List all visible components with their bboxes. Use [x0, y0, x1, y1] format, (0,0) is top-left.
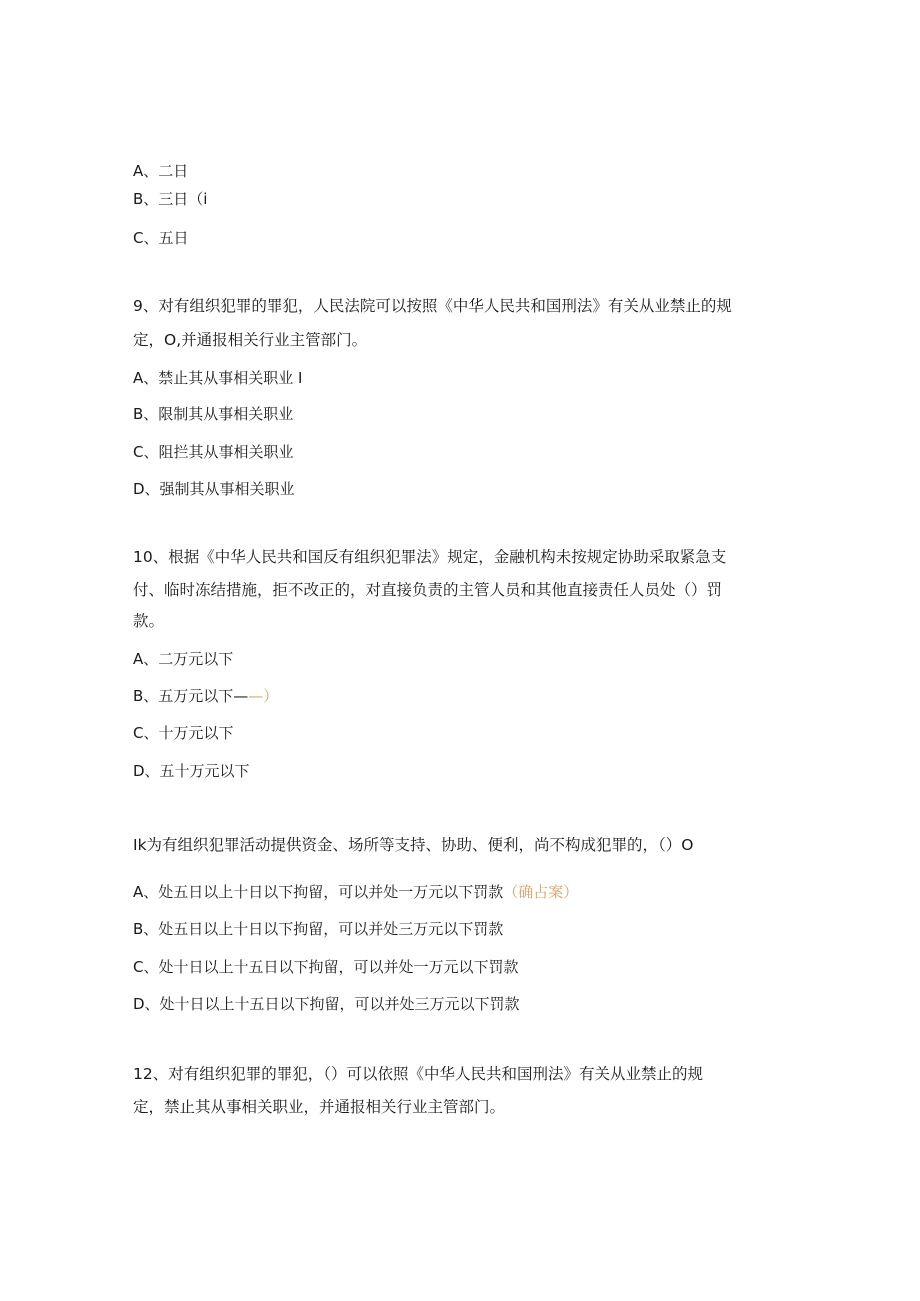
- prev-option-a: A、二日: [133, 162, 189, 180]
- q11-option-a: [133, 882, 578, 902]
- q11-option-b: B、处五日以上十日以下拘留，可以并处三万元以下罚款: [133, 920, 504, 938]
- q10-option-b-text: B、五万元以下—: [133, 687, 249, 705]
- q9-option-b: B、限制其从事相关职业: [133, 405, 294, 423]
- q10-option-a: A、二万元以下: [133, 650, 234, 668]
- q10-stem-line3: 款。: [133, 612, 165, 630]
- q10-option-b: [133, 686, 278, 706]
- q10-stem-line1: 10、根据《中华人民共和国反有组织犯罪法》规定，金融机构未按规定协助采取紧急支: [133, 548, 727, 566]
- q11-option-a-mark: （确占案）: [503, 883, 579, 901]
- prev-option-b: B、三日（i: [133, 190, 208, 208]
- prev-option-c: C、五日: [133, 229, 189, 247]
- q12-stem-line2: 定，禁止其从事相关职业，并通报相关行业主管部门。: [133, 1098, 506, 1116]
- q10-option-b-mark: —）: [248, 687, 279, 705]
- q11-option-d: D、处十日以上十五日以下拘留，可以并处三万元以下罚款: [133, 995, 520, 1013]
- q9-option-c: C、阻拦其从事相关职业: [133, 443, 294, 461]
- q9-option-d: D、强制其从事相关职业: [133, 480, 295, 498]
- q11-option-c: C、处十日以上十五日以下拘留，可以并处一万元以下罚款: [133, 958, 519, 976]
- q9-option-a: A、禁止其从事相关职业 I: [133, 369, 303, 387]
- q11-option-a-text: A、处五日以上十日以下拘留，可以并处一万元以下罚款: [133, 883, 504, 901]
- q11-stem: Ik为有组织犯罪活动提供资金、场所等支持、协助、便利，尚不构成犯罪的，（）O: [133, 836, 694, 854]
- q12-stem-line1: 12、对有组织犯罪的罪犯，（）可以依照《中华人民共和国刑法》有关从业禁止的规: [133, 1065, 703, 1083]
- q9-stem-line2: 定，O,并通报相关行业主管部门。: [133, 331, 368, 349]
- q10-option-c: C、十万元以下: [133, 724, 234, 742]
- q10-option-d: D、五十万元以下: [133, 762, 250, 780]
- q10-stem-line2: 付、临时冻结措施，拒不改正的，对直接负责的主管人员和其他直接责任人员处（）罚: [133, 581, 723, 599]
- q9-stem-line1: 9、对有组织犯罪的罪犯，人民法院可以按照《中华人民共和国刑法》有关从业禁止的规: [133, 297, 732, 315]
